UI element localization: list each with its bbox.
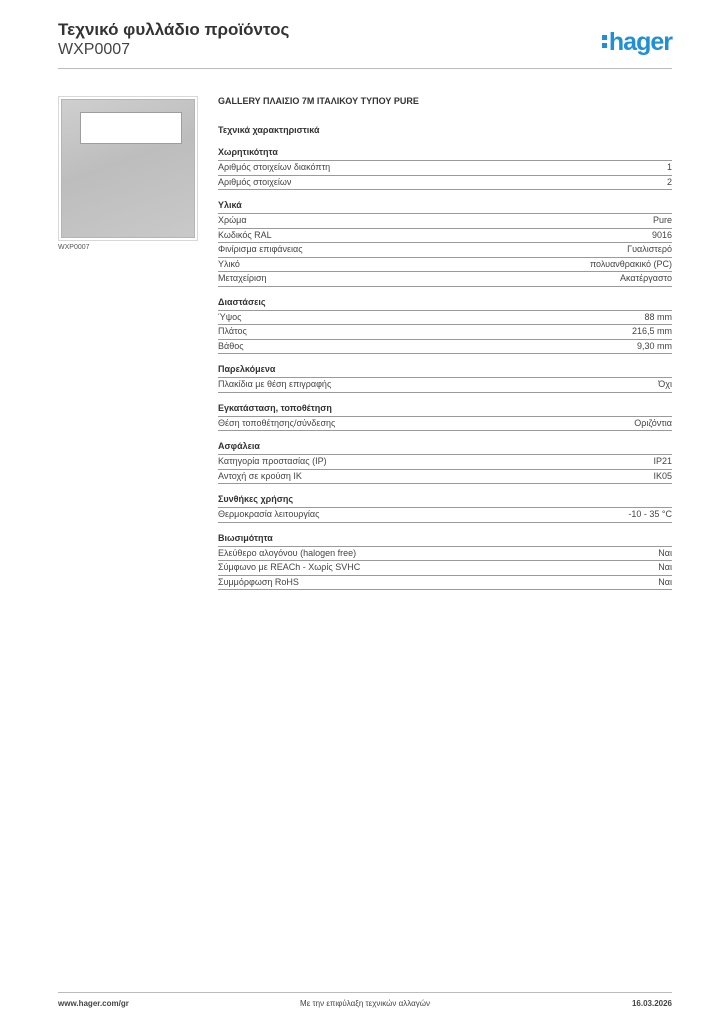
spec-value: -10 - 35 °C (628, 509, 672, 519)
spec-row (218, 176, 672, 191)
logo-text: hager (608, 28, 672, 56)
header-divider (58, 68, 672, 69)
spec-group (218, 296, 672, 355)
footer-date: 16.03.2026 (631, 999, 672, 1008)
spec-label: Σύμφωνο με REACh - Χωρίς SVHC (218, 562, 361, 572)
spec-value: Ναι (658, 547, 672, 558)
spec-group (218, 199, 672, 287)
spec-group-title: Βιωσιμότητα (218, 532, 672, 547)
spec-label: Πλάτος (218, 326, 247, 336)
spec-value: Ναι (658, 562, 672, 572)
spec-row (218, 243, 672, 258)
spec-row (218, 340, 672, 355)
spec-value: Οριζόντια (634, 417, 672, 428)
spec-label: Αριθμός στοιχείων διακόπτη (218, 162, 331, 172)
spec-label: Υλικό (218, 258, 240, 269)
spec-label: Θέση τοποθέτησης/σύνδεσης (218, 417, 336, 428)
spec-value: IP21 (653, 456, 672, 466)
product-name: GALLERY ΠΛΑΙΣΙΟ 7Μ ΙΤΑΛΙΚΟΥ ΤΥΠΟΥ PURE (218, 96, 419, 106)
spec-sheet (218, 96, 672, 599)
image-caption: WXP0007 (58, 244, 90, 251)
spec-group (218, 493, 672, 523)
frame-plate (61, 99, 195, 238)
spec-group-title: Χωρητικότητα (218, 146, 672, 161)
spec-row (218, 229, 672, 244)
spec-value: Γυαλιστερό (627, 244, 672, 254)
spec-groups (218, 146, 672, 590)
spec-group-title: Παρελκόμενα (218, 363, 672, 378)
spec-heading: Τεχνικά χαρακτηριστικά (218, 125, 320, 135)
spec-value: πολυανθρακικό (PC) (589, 258, 672, 269)
spec-value: 1 (666, 162, 672, 172)
spec-row (218, 214, 672, 229)
spec-row (218, 576, 672, 591)
footer-website[interactable]: www.hager.com/gr (58, 999, 129, 1008)
spec-value: 216,5 mm (631, 326, 672, 336)
spec-label: Μεταχείριση (218, 273, 267, 283)
logo-dots-icon (602, 35, 607, 51)
spec-row (218, 378, 672, 393)
product-image (58, 96, 198, 241)
spec-label: Συμμόρφωση RoHS (218, 576, 299, 587)
spec-row (218, 470, 672, 485)
spec-group (218, 146, 672, 190)
spec-group-title: Υλικά (218, 199, 672, 214)
spec-row (218, 455, 672, 470)
hager-logo (602, 28, 672, 56)
spec-label: Χρώμα (218, 215, 247, 225)
spec-label: Κωδικός RAL (218, 229, 272, 240)
spec-group-title: Ασφάλεια (218, 440, 672, 455)
spec-label: Αριθμός στοιχείων (218, 176, 292, 187)
spec-group (218, 363, 672, 393)
spec-row (218, 547, 672, 562)
spec-value: Ναι (658, 576, 672, 587)
footer-divider (58, 992, 672, 993)
footer-disclaimer: Με την επιφύλαξη τεχνικών αλλαγών (300, 999, 430, 1008)
spec-row (218, 311, 672, 326)
spec-label: Αντοχή σε κρούση IK (218, 470, 302, 481)
spec-value: IK05 (653, 470, 672, 481)
spec-label: Ελεύθερο αλογόνου (halogen free) (218, 547, 357, 558)
spec-label: Βάθος (218, 340, 244, 351)
spec-label: Ύψος (218, 311, 242, 322)
spec-value: Ακατέργαστο (620, 273, 672, 283)
product-code: WXP0007 (58, 41, 131, 58)
spec-label: Πλακίδια με θέση επιγραφής (218, 379, 332, 389)
spec-row (218, 561, 672, 576)
spec-label: Φινίρισμα επιφάνειας (218, 244, 303, 254)
spec-row (218, 258, 672, 273)
spec-value: 9,30 mm (636, 340, 672, 351)
spec-row (218, 272, 672, 287)
document-title: Τεχνικό φυλλάδιο προϊόντος (58, 20, 290, 39)
document-header (58, 20, 289, 60)
frame-window (80, 112, 182, 144)
spec-label: Κατηγορία προστασίας (IP) (218, 456, 327, 466)
spec-row (218, 508, 672, 523)
page-footer (58, 999, 672, 1011)
spec-group-title: Διαστάσεις (218, 296, 672, 311)
spec-row (218, 417, 672, 432)
spec-value: 2 (666, 176, 672, 187)
spec-label: Θερμοκρασία λειτουργίας (218, 509, 320, 519)
spec-group (218, 402, 672, 432)
spec-value: 88 mm (644, 311, 672, 322)
spec-group-title: Εγκατάσταση, τοποθέτηση (218, 402, 672, 417)
spec-value: 9016 (651, 229, 672, 240)
spec-row (218, 325, 672, 340)
spec-value: Όχι (658, 379, 672, 389)
spec-group (218, 440, 672, 484)
spec-row (218, 161, 672, 176)
spec-value: Pure (652, 215, 672, 225)
spec-group (218, 532, 672, 591)
spec-group-title: Συνθήκες χρήσης (218, 493, 672, 508)
